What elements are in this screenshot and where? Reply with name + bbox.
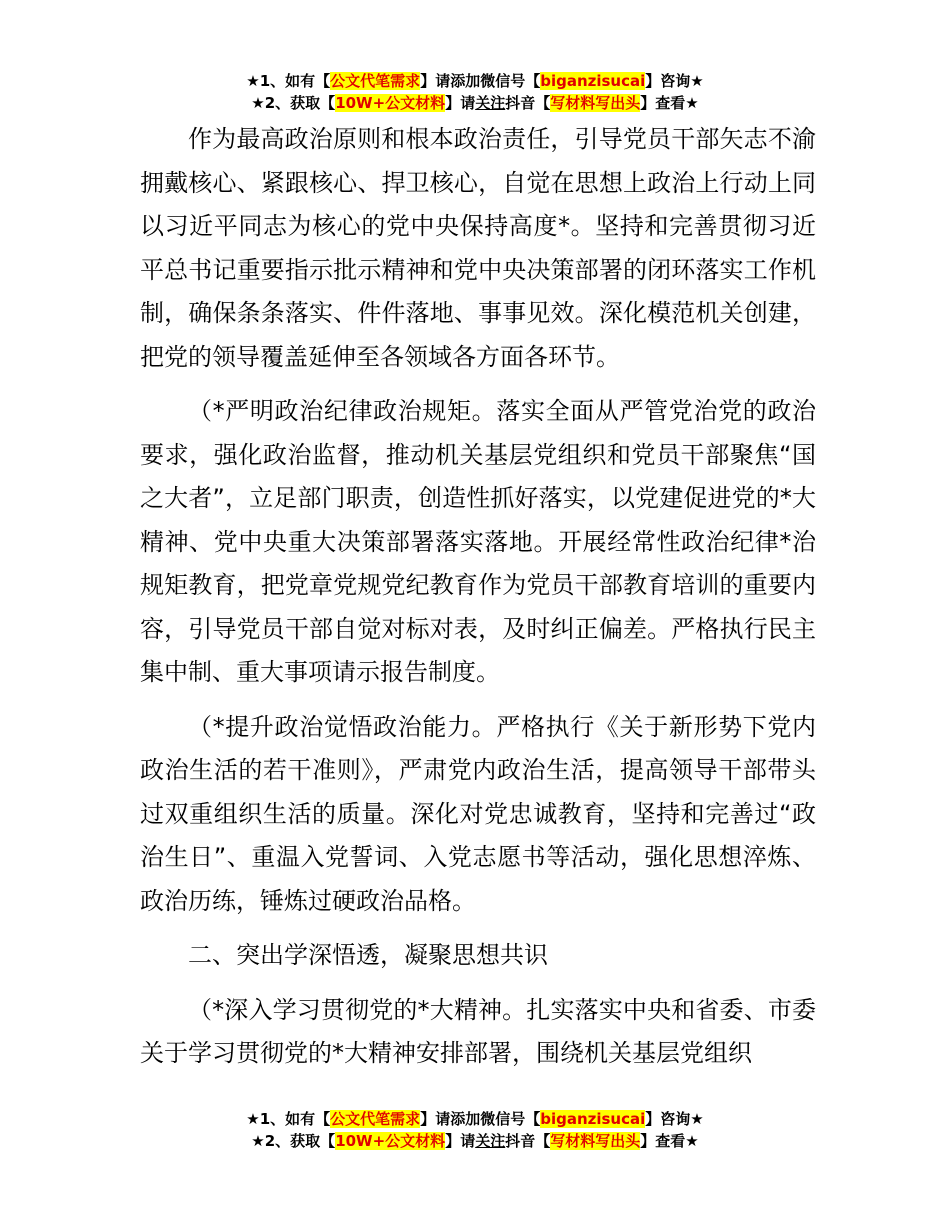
banner-text: ★1、如有【: [246, 1110, 331, 1128]
header-banner: [0, 70, 950, 114]
banner-text: 】咨询★: [645, 1110, 704, 1128]
paragraph: （*提升政治觉悟政治能力。严格执行《关于新形势下党内政治生活的若干准则》，严肃党内政治生活，提高领导干部带头过双重组织生活的质量。深化对党忠诚教育，坚持和完善过“政治生日”、重温入党誓词、入党志愿书等活动，强化思想淬炼、政治历练，锤炼过硬政治品格。: [140, 712, 816, 915]
banner-text: ★2、获取【: [251, 94, 336, 112]
highlight-wechat-id: biganzisucai: [540, 72, 646, 90]
highlight-douyin: 写材料写出头: [550, 94, 641, 112]
highlight-materials: 10W+公文材料: [335, 94, 446, 112]
banner-line-1: [0, 1108, 950, 1130]
paragraph: （*深入学习贯彻党的*大精神。扎实落实中央和省委、市委关于学习贯彻党的*大精神安排部署，围绕机关基层党组织: [140, 995, 816, 1067]
banner-text: 抖音【: [505, 1132, 551, 1150]
highlight-wechat-id: biganzisucai: [540, 1110, 646, 1128]
banner-text: 】查看★: [640, 1132, 699, 1150]
banner-text: ★1、如有【: [246, 72, 331, 90]
section-heading: 二、突出学深悟透，凝聚思想共识: [188, 941, 548, 969]
banner-text: 】查看★: [640, 94, 699, 112]
highlight-douyin: 写材料写出头: [550, 1132, 641, 1150]
follow-underline: 关注: [475, 94, 506, 112]
banner-line-2: [0, 92, 950, 114]
document-body: [140, 118, 816, 1076]
banner-text: ★2、获取【: [251, 1132, 336, 1150]
banner-text: 】请添加微信号【: [420, 1110, 541, 1128]
highlight-materials: 10W+公文材料: [335, 1132, 446, 1150]
paragraph: （*严明政治纪律政治规矩。落实全面从严管党治党的政治要求，强化政治监督，推动机关基层党组织和党员干部聚焦“国之大者”，立足部门职责，创造性抓好落实，以党建促进党的*大精神、党中央重大决策部署落实落地。开展经常性政治纪律*治规矩教育，把党章党规党纪教育作为党员干部教育培训的重要内容，引导党员干部自觉对标对表，及时纠正偏差。严格执行民主集中制、重大事项请示报告制度。: [140, 397, 816, 686]
banner-text: 】请: [445, 94, 476, 112]
highlight-service: 公文代笔需求: [330, 1110, 421, 1128]
follow-underline: 关注: [475, 1132, 506, 1150]
banner-text: 抖音【: [505, 94, 551, 112]
banner-line-2: [0, 1130, 950, 1152]
banner-text: 】请: [445, 1132, 476, 1150]
paragraph: 作为最高政治原则和根本政治责任，引导党员干部矢志不渝拥戴核心、紧跟核心、捍卫核心，自觉在思想上政治上行动上同以习近平同志为核心的党中央保持高度*。坚持和完善贯彻习近平总书记重要指示批示精神和党中央决策部署的闭环落实工作机制，确保条条落实、件件落地、事事见效。深化模范机关创建，把党的领导覆盖延伸至各领域各方面各环节。: [140, 125, 816, 371]
banner-line-1: [0, 70, 950, 92]
footer-banner: [0, 1108, 950, 1152]
banner-text: 】咨询★: [645, 72, 704, 90]
highlight-service: 公文代笔需求: [330, 72, 421, 90]
banner-text: 】请添加微信号【: [420, 72, 541, 90]
